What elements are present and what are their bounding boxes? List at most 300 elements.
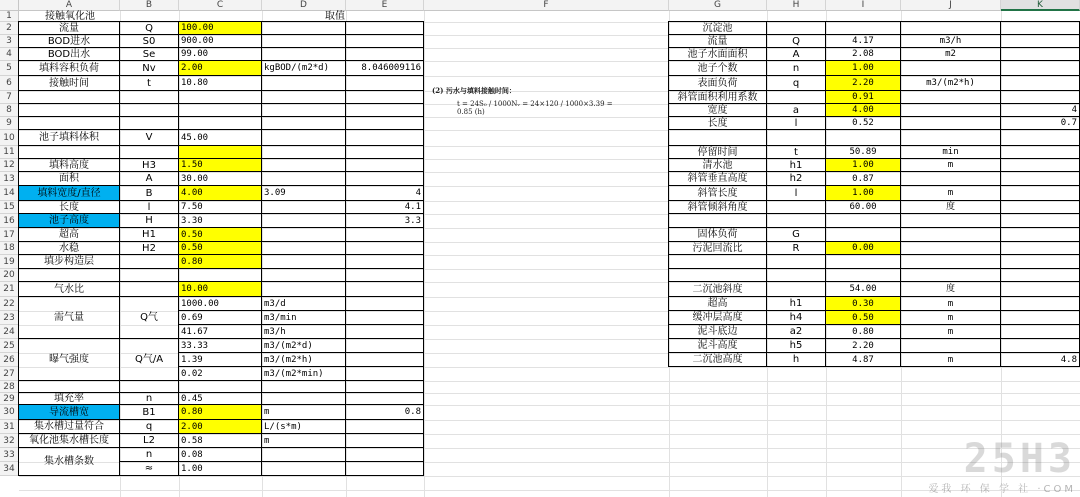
row-header-8[interactable]: 8 — [0, 104, 19, 117]
cell-value[interactable]: 2.00 — [178, 419, 262, 434]
cell-symbol[interactable] — [119, 281, 179, 297]
cell-symbol[interactable]: h4 — [766, 310, 826, 325]
cell-value[interactable]: 0.00 — [825, 241, 901, 255]
cell-empty[interactable] — [345, 461, 424, 476]
cell-symbol[interactable]: l — [766, 185, 826, 201]
cell-symbol[interactable]: n — [766, 60, 826, 76]
cell-value[interactable]: 1.50 — [178, 158, 262, 172]
cell-symbol[interactable]: h5 — [766, 338, 826, 353]
cell-label[interactable]: 氧化池集水槽长度 — [18, 433, 120, 448]
cell-empty[interactable] — [345, 296, 424, 311]
cell-unit[interactable] — [900, 171, 1001, 186]
cell-empty[interactable] — [18, 145, 120, 159]
cell-empty[interactable] — [261, 158, 346, 172]
cell-empty[interactable] — [345, 129, 424, 146]
cell-symbol[interactable] — [766, 90, 826, 104]
cell-extra[interactable]: 4 — [345, 185, 424, 201]
row-header-14[interactable]: 14 — [0, 186, 19, 201]
cell-value[interactable]: 1.00 — [825, 60, 901, 76]
cell-value[interactable]: 0.58 — [178, 433, 262, 448]
cell-value[interactable]: 0.45 — [178, 392, 262, 405]
column-header-a[interactable]: A — [19, 0, 120, 11]
cell-label[interactable]: 停留时间 — [668, 145, 767, 159]
cell-unit[interactable]: L/(s*m) — [261, 419, 346, 434]
column-header-d[interactable]: D — [262, 0, 346, 11]
cell-empty[interactable] — [1000, 268, 1080, 282]
cell-empty[interactable] — [766, 268, 826, 282]
row-header-20[interactable]: 20 — [0, 269, 19, 282]
cell-extra[interactable]: 4 — [1000, 103, 1080, 117]
cell-symbol[interactable]: h1 — [766, 296, 826, 311]
cell-unit[interactable] — [900, 116, 1001, 130]
row-header-26[interactable]: 26 — [0, 353, 19, 367]
cell-symbol[interactable]: A — [119, 171, 179, 186]
cell-empty[interactable] — [345, 145, 424, 159]
cell-value[interactable]: 4.87 — [825, 352, 901, 367]
cell-empty[interactable] — [261, 47, 346, 61]
cell-empty[interactable] — [345, 171, 424, 186]
row-header-24[interactable]: 24 — [0, 325, 19, 339]
cell-value[interactable]: 54.00 — [825, 281, 901, 297]
cell-symbol[interactable] — [766, 200, 826, 214]
cell-value[interactable]: 0.80 — [178, 404, 262, 420]
cell-empty[interactable] — [18, 90, 120, 104]
cell-label[interactable]: 泥斗高度 — [668, 338, 767, 353]
cell-unit[interactable]: 度 — [900, 281, 1001, 297]
cell-empty[interactable] — [345, 281, 424, 297]
cell-value[interactable]: 60.00 — [825, 200, 901, 214]
cell-extra[interactable] — [1000, 200, 1080, 214]
cell-value[interactable]: 0.02 — [178, 366, 262, 381]
cell-extra[interactable] — [1000, 324, 1080, 339]
cell-empty[interactable] — [345, 338, 424, 353]
cell-empty[interactable] — [345, 366, 424, 381]
cell-value[interactable]: 0.08 — [178, 447, 262, 462]
cell-label[interactable]: 清水池 — [668, 158, 767, 172]
cell-value[interactable]: 10.00 — [178, 281, 262, 297]
cell-value[interactable]: 0.69 — [178, 310, 262, 325]
cell-label[interactable]: 池子填料体积 — [18, 129, 120, 146]
cell-label[interactable]: 池子水面面积 — [668, 47, 767, 61]
cell-unit[interactable] — [900, 338, 1001, 353]
cell-extra[interactable]: 8.046009116 — [345, 60, 424, 76]
cell-empty[interactable] — [261, 116, 346, 130]
cell-unit[interactable] — [900, 60, 1001, 76]
cell-symbol[interactable]: H2 — [119, 241, 179, 255]
row-header-16[interactable]: 16 — [0, 214, 19, 228]
row-header-22[interactable]: 22 — [0, 297, 19, 311]
cell-symbol[interactable]: H — [119, 213, 179, 228]
cell-value[interactable]: 0.91 — [825, 90, 901, 104]
cell-value[interactable]: 30.00 — [178, 171, 262, 186]
cell-extra[interactable] — [1000, 281, 1080, 297]
cell-extra[interactable] — [1000, 185, 1080, 201]
cell-label[interactable]: 斜管面积利用系数 — [668, 90, 767, 104]
cell-empty[interactable] — [261, 145, 346, 159]
cell-unit[interactable]: m — [900, 296, 1001, 311]
cell-empty[interactable] — [119, 90, 179, 104]
cell-value[interactable]: 900.00 — [178, 34, 262, 48]
cell-symbol[interactable]: h — [766, 352, 826, 367]
cell-empty[interactable] — [345, 116, 424, 130]
cell-empty[interactable] — [261, 21, 346, 35]
cell-empty[interactable] — [1000, 129, 1080, 146]
cell-empty[interactable] — [345, 75, 424, 91]
cell-empty[interactable] — [261, 103, 346, 117]
cell-extra[interactable] — [1000, 21, 1080, 35]
cell-label[interactable]: 超高 — [668, 296, 767, 311]
cell-symbol[interactable]: a — [766, 103, 826, 117]
cell-unit[interactable]: m3/(m2*min) — [261, 366, 346, 381]
cell-empty[interactable] — [345, 268, 424, 282]
cell-empty[interactable] — [900, 213, 1001, 228]
cell-label[interactable]: 斜管倾斜角度 — [668, 200, 767, 214]
cell-value[interactable]: 50.89 — [825, 145, 901, 159]
cell-label[interactable]: 固体负荷 — [668, 227, 767, 242]
cell-symbol[interactable]: H1 — [119, 227, 179, 242]
cell-value[interactable]: 2.20 — [825, 338, 901, 353]
cell-extra[interactable] — [1000, 60, 1080, 76]
cell-symbol[interactable]: t — [766, 145, 826, 159]
cell-empty[interactable] — [178, 145, 262, 159]
cell-empty[interactable] — [668, 254, 767, 269]
cell-symbol[interactable]: V — [119, 129, 179, 146]
cell-label[interactable]: 二沉池斜度 — [668, 281, 767, 297]
cell-value[interactable]: 45.00 — [178, 129, 262, 146]
cell-empty[interactable] — [345, 21, 424, 35]
cell-empty[interactable] — [345, 254, 424, 269]
cell-empty[interactable] — [261, 90, 346, 104]
cell-value[interactable]: 0.80 — [178, 254, 262, 269]
cell-value[interactable]: 4.17 — [825, 34, 901, 48]
cell-value[interactable]: 2.00 — [178, 60, 262, 76]
row-header-11[interactable]: 11 — [0, 146, 19, 159]
cell-unit[interactable]: m — [900, 324, 1001, 339]
cell-symbol[interactable]: Q — [766, 34, 826, 48]
cell-label[interactable]: BOD进水 — [18, 34, 120, 48]
cell-unit[interactable]: m — [261, 404, 346, 420]
cell-label[interactable]: 流量 — [18, 21, 120, 35]
cell-value[interactable]: 1.00 — [178, 461, 262, 476]
cell-symbol-aeration[interactable]: Q气/A — [119, 338, 179, 381]
row-header-18[interactable]: 18 — [0, 242, 19, 255]
cell-label[interactable]: 二沉池高度 — [668, 352, 767, 367]
cell-extra[interactable] — [1000, 34, 1080, 48]
cell-label[interactable]: 池子个数 — [668, 60, 767, 76]
cell-extra[interactable] — [1000, 158, 1080, 172]
cell-symbol[interactable]: h2 — [766, 171, 826, 186]
cell-symbol[interactable]: R — [766, 241, 826, 255]
row-header-1[interactable]: 1 — [0, 11, 19, 22]
cell-empty[interactable] — [261, 227, 346, 242]
cell-value[interactable]: 0.52 — [825, 116, 901, 130]
cell-unit[interactable]: m3/h — [900, 34, 1001, 48]
cell-unit[interactable] — [900, 241, 1001, 255]
cell-empty[interactable] — [261, 213, 346, 228]
cell-empty[interactable] — [1000, 254, 1080, 269]
cell-label[interactable]: 泥斗底边 — [668, 324, 767, 339]
row-header-30[interactable]: 30 — [0, 405, 19, 420]
cell-extra[interactable]: 3.3 — [345, 213, 424, 228]
cell-empty[interactable] — [345, 227, 424, 242]
cell-extra[interactable] — [1000, 227, 1080, 242]
cell-label-air-demand[interactable]: 需气量 — [18, 296, 120, 339]
cell-label[interactable]: 填充率 — [18, 392, 120, 405]
cell-label[interactable]: BOD出水 — [18, 47, 120, 61]
row-header-25[interactable]: 25 — [0, 339, 19, 353]
cell-value[interactable]: 0.50 — [825, 310, 901, 325]
column-header-i[interactable]: I — [826, 0, 901, 11]
cell-empty[interactable] — [178, 103, 262, 117]
cell-extra[interactable]: 4.1 — [345, 200, 424, 214]
cell-label[interactable]: 填料宽度/直径 — [18, 185, 120, 201]
cell-label[interactable]: 斜管垂直高度 — [668, 171, 767, 186]
row-header-6[interactable]: 6 — [0, 76, 19, 91]
cell-empty[interactable] — [18, 116, 120, 130]
cell-empty[interactable] — [261, 447, 346, 462]
cell-label[interactable]: 长度 — [18, 200, 120, 214]
cell-symbol[interactable]: t — [119, 75, 179, 91]
row-header-2[interactable]: 2 — [0, 22, 19, 35]
cell-symbol[interactable] — [766, 21, 826, 35]
cell-value[interactable]: 0.50 — [178, 227, 262, 242]
cell-label-slot-count[interactable]: 集水槽条数 — [18, 447, 120, 476]
cell-value[interactable]: 1000.00 — [178, 296, 262, 311]
cell-empty[interactable] — [261, 281, 346, 297]
cell-empty[interactable] — [119, 103, 179, 117]
cell-label[interactable]: 气水比 — [18, 281, 120, 297]
cell-unit[interactable]: m3/(m2*d) — [261, 338, 346, 353]
cell-value[interactable]: 99.00 — [178, 47, 262, 61]
cell-empty[interactable] — [18, 268, 120, 282]
cell-empty[interactable] — [900, 129, 1001, 146]
cell-label[interactable]: 池子高度 — [18, 213, 120, 228]
cell-value[interactable]: 2.08 — [825, 47, 901, 61]
row-header-15[interactable]: 15 — [0, 201, 19, 214]
cell-symbol[interactable]: Se — [119, 47, 179, 61]
cell-unit[interactable]: m — [261, 433, 346, 448]
cell-symbol[interactable]: n — [119, 392, 179, 405]
row-header-5[interactable]: 5 — [0, 61, 19, 76]
cell-symbol[interactable]: L2 — [119, 433, 179, 448]
cell-label[interactable]: 导流槽宽 — [18, 404, 120, 420]
row-header-12[interactable]: 12 — [0, 159, 19, 172]
cell-empty[interactable] — [345, 103, 424, 117]
cell-label[interactable]: 宽度 — [668, 103, 767, 117]
cell-symbol[interactable]: ≈ — [119, 461, 179, 476]
cell-unit[interactable]: m3/d — [261, 296, 346, 311]
cell-extra[interactable]: 0.8 — [345, 404, 424, 420]
cell-symbol[interactable]: Q — [119, 21, 179, 35]
cell-label[interactable]: 填料容积负荷 — [18, 60, 120, 76]
cell-title-contact-oxidation[interactable]: 接触氧化池 — [45, 11, 95, 22]
select-all-corner[interactable] — [0, 0, 19, 11]
row-header-28[interactable]: 28 — [0, 381, 19, 393]
cell-label[interactable]: 沉淀池 — [668, 21, 767, 35]
row-header-31[interactable]: 31 — [0, 420, 19, 434]
cell-label[interactable]: 流量 — [668, 34, 767, 48]
cell-unit[interactable]: m — [900, 158, 1001, 172]
cell-unit[interactable]: m3/h — [261, 324, 346, 339]
cell-header-value[interactable]: 取值 — [325, 11, 345, 22]
cell-empty[interactable] — [900, 268, 1001, 282]
cell-empty[interactable] — [345, 158, 424, 172]
cell-empty[interactable] — [766, 213, 826, 228]
cell-empty[interactable] — [261, 34, 346, 48]
cell-label[interactable]: 填料高度 — [18, 158, 120, 172]
cell-symbol[interactable]: B — [119, 185, 179, 201]
column-header-b[interactable]: B — [120, 0, 179, 11]
cell-value[interactable]: 33.33 — [178, 338, 262, 353]
cell-symbol[interactable] — [119, 254, 179, 269]
cell-extra[interactable] — [1000, 47, 1080, 61]
cell-label[interactable]: 表面负荷 — [668, 75, 767, 91]
cell-label-aeration[interactable]: 曝气强度 — [18, 338, 120, 381]
cell-symbol[interactable]: q — [119, 419, 179, 434]
cell-label[interactable]: 接触时间 — [18, 75, 120, 91]
cell-empty[interactable] — [345, 310, 424, 325]
cell-extra[interactable] — [1000, 338, 1080, 353]
cell-symbol[interactable]: A — [766, 47, 826, 61]
cell-extra[interactable] — [1000, 90, 1080, 104]
cell-unit[interactable]: 度 — [900, 200, 1001, 214]
cell-empty[interactable] — [261, 129, 346, 146]
cell-empty[interactable] — [345, 324, 424, 339]
cell-symbol[interactable]: h1 — [766, 158, 826, 172]
cell-extra[interactable] — [1000, 241, 1080, 255]
column-header-h[interactable]: H — [767, 0, 826, 11]
cell-value[interactable]: 1.00 — [825, 158, 901, 172]
cell-label[interactable]: 缓冲层高度 — [668, 310, 767, 325]
cell-symbol[interactable]: n — [119, 447, 179, 462]
cell-value[interactable]: 1.39 — [178, 352, 262, 367]
cell-unit[interactable]: m2 — [900, 47, 1001, 61]
cell-symbol[interactable]: S0 — [119, 34, 179, 48]
cell-symbol[interactable]: q — [766, 75, 826, 91]
cell-unit[interactable]: m — [900, 310, 1001, 325]
cell-unit[interactable]: min — [900, 145, 1001, 159]
column-header-k[interactable]: K — [1001, 0, 1080, 11]
cell-empty[interactable] — [345, 433, 424, 448]
cell-empty[interactable] — [345, 447, 424, 462]
cell-empty[interactable] — [345, 34, 424, 48]
row-header-19[interactable]: 19 — [0, 255, 19, 269]
row-header-33[interactable]: 33 — [0, 448, 19, 462]
row-header-32[interactable]: 32 — [0, 434, 19, 448]
cell-empty[interactable] — [668, 213, 767, 228]
cell-value[interactable]: 7.50 — [178, 200, 262, 214]
row-header-7[interactable]: 7 — [0, 91, 19, 104]
cell-unit[interactable]: 3.09 — [261, 185, 346, 201]
cell-value[interactable] — [825, 21, 901, 35]
cell-value[interactable]: 4.00 — [178, 185, 262, 201]
cell-empty[interactable] — [825, 213, 901, 228]
cell-extra[interactable] — [1000, 171, 1080, 186]
cell-unit[interactable]: m3/(m2*h) — [261, 352, 346, 367]
cell-unit[interactable]: m3/(m2*h) — [900, 75, 1001, 91]
cell-empty[interactable] — [766, 254, 826, 269]
cell-symbol[interactable]: l — [766, 116, 826, 130]
cell-empty[interactable] — [261, 241, 346, 255]
cell-value[interactable] — [825, 227, 901, 242]
cell-empty[interactable] — [261, 171, 346, 186]
cell-label[interactable]: 长度 — [668, 116, 767, 130]
cell-value[interactable]: 0.50 — [178, 241, 262, 255]
cell-empty[interactable] — [178, 116, 262, 130]
column-header-e[interactable]: E — [346, 0, 424, 11]
cell-empty[interactable] — [261, 461, 346, 476]
cell-empty[interactable] — [178, 268, 262, 282]
cell-empty[interactable] — [345, 352, 424, 367]
cell-unit[interactable] — [900, 103, 1001, 117]
cell-empty[interactable] — [178, 90, 262, 104]
row-header-29[interactable]: 29 — [0, 393, 19, 405]
cell-empty[interactable] — [119, 145, 179, 159]
cell-empty[interactable] — [825, 268, 901, 282]
row-header-17[interactable]: 17 — [0, 228, 19, 242]
row-header-13[interactable]: 13 — [0, 172, 19, 186]
cell-empty[interactable] — [119, 268, 179, 282]
cell-empty[interactable] — [261, 254, 346, 269]
cell-empty[interactable] — [261, 75, 346, 91]
row-header-21[interactable]: 21 — [0, 282, 19, 297]
cell-empty[interactable] — [18, 103, 120, 117]
cell-label[interactable]: 斜管长度 — [668, 185, 767, 201]
cell-label[interactable]: 集水槽过量符合 — [18, 419, 120, 434]
row-header-34[interactable]: 34 — [0, 462, 19, 476]
cell-value[interactable]: 100.00 — [178, 21, 262, 35]
cell-extra[interactable] — [1000, 75, 1080, 91]
cell-empty[interactable] — [345, 241, 424, 255]
cell-empty[interactable] — [345, 47, 424, 61]
column-header-j[interactable]: J — [901, 0, 1001, 11]
cell-empty[interactable] — [1000, 213, 1080, 228]
row-header-27[interactable]: 27 — [0, 367, 19, 381]
cell-symbol[interactable]: l — [119, 200, 179, 214]
cell-unit[interactable] — [900, 21, 1001, 35]
cell-value[interactable]: 0.80 — [825, 324, 901, 339]
cell-label[interactable]: 填步构造层 — [18, 254, 120, 269]
cell-value[interactable]: 2.20 — [825, 75, 901, 91]
row-header-9[interactable]: 9 — [0, 117, 19, 130]
cell-empty[interactable] — [825, 254, 901, 269]
cell-symbol[interactable]: G — [766, 227, 826, 242]
cell-symbol[interactable]: B1 — [119, 404, 179, 420]
cell-unit[interactable]: m — [900, 352, 1001, 367]
cell-symbol[interactable]: Nv — [119, 60, 179, 76]
cell-unit[interactable] — [900, 227, 1001, 242]
cell-value[interactable]: 1.00 — [825, 185, 901, 201]
cell-symbol[interactable]: H3 — [119, 158, 179, 172]
row-header-10[interactable]: 10 — [0, 130, 19, 146]
cell-extra[interactable]: 0.7 — [1000, 116, 1080, 130]
cell-symbol[interactable] — [766, 281, 826, 297]
cell-extra[interactable]: 4.8 — [1000, 352, 1080, 367]
cell-unit[interactable]: kgBOD/(m2*d) — [261, 60, 346, 76]
cell-empty[interactable] — [345, 419, 424, 434]
cell-label[interactable]: 污泥回流比 — [668, 241, 767, 255]
cell-value[interactable]: 0.87 — [825, 171, 901, 186]
cell-value[interactable]: 3.30 — [178, 213, 262, 228]
column-header-g[interactable]: G — [669, 0, 767, 11]
cell-value[interactable]: 0.30 — [825, 296, 901, 311]
cell-extra[interactable] — [1000, 310, 1080, 325]
column-header-c[interactable]: C — [179, 0, 262, 11]
cell-symbol-air[interactable]: Q气 — [119, 296, 179, 339]
cell-empty[interactable] — [825, 129, 901, 146]
row-header-3[interactable]: 3 — [0, 35, 19, 48]
cell-unit[interactable]: m3/min — [261, 310, 346, 325]
